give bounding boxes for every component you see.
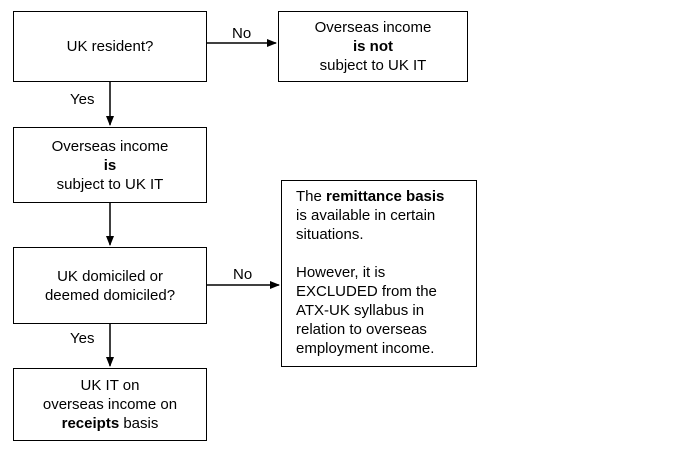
remittance-basis-note-box [281,180,477,367]
uk-domiciled-line2: deemed domiciled? [44,286,176,304]
note-p1-line1 [296,187,444,206]
note-remittance-basis-bold: remittance basis [326,188,445,205]
note-p1-line3: situations. [296,226,364,243]
uk-domiciled-line1: UK domiciled or [57,267,163,285]
note-p2-line1: However, it is [296,264,386,281]
not-subject-line3: subject to UK IT [319,57,427,74]
is-subject-line3: subject to UK IT [56,175,164,193]
note-p2-line2: EXCLUDED from the [296,283,437,300]
note-p2-line5: employment income. [296,340,435,357]
note-p2-line3: ATX-UK syllabus in [296,302,425,319]
note-p1-line2: is available in certain [296,207,436,224]
not-subject-line1: Overseas income [314,19,432,36]
label-resident-yes: Yes [70,91,95,108]
note-p2-line4: relation to overseas [296,321,427,338]
receipts-rest: basis [119,415,159,432]
label-domiciled-yes: Yes [70,330,95,347]
receipts-bold-word: receipts [61,415,120,432]
is-subject-line2: is [103,156,117,174]
receipts-line2: overseas income on [42,396,178,413]
receipts-basis-box [13,368,207,441]
is-subject-box [13,127,207,203]
receipts-line3 [62,414,159,433]
receipts-line1: UK IT on [80,377,140,394]
uk-domiciled-question-box [13,247,207,324]
not-subject-box [278,11,468,82]
is-subject-line1: Overseas income [51,137,169,155]
uk-resident-question-text: UK resident? [66,38,154,55]
uk-resident-question-box [13,11,207,82]
label-domiciled-no: No [233,266,253,283]
label-resident-no: No [232,25,252,42]
note-p1-prefix: The [296,188,327,205]
not-subject-line2: is not [353,38,393,55]
